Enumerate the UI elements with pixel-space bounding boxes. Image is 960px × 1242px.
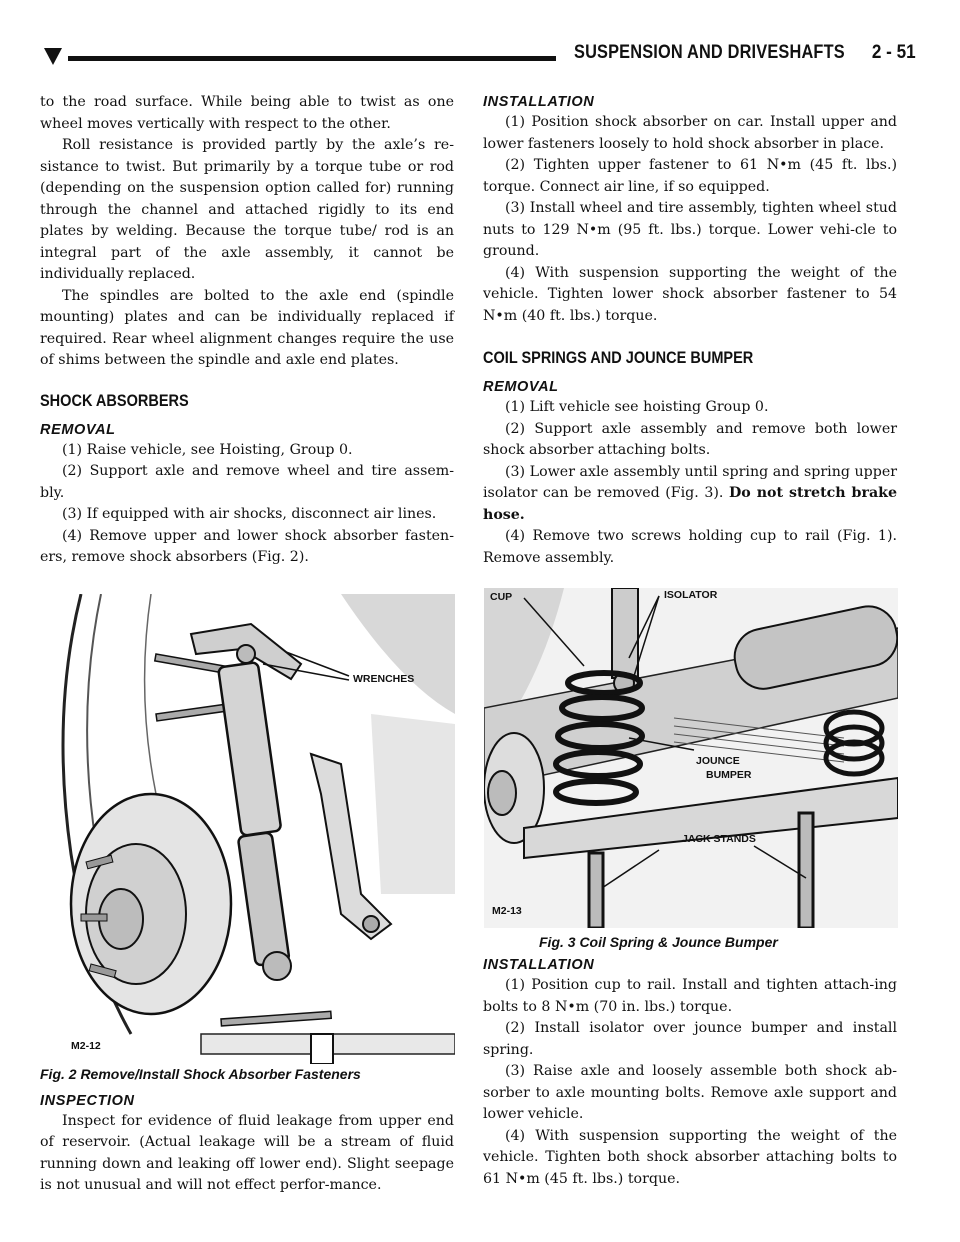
step: (1) Position cup to rail. Install and tighten attach-ing bolts to 8 N•m (70 in. lbs.) torque. [483, 977, 897, 1015]
step: (2) Install isolator over jounce bumper and install spring. [483, 1020, 897, 1058]
shock-absorber-illustration [41, 594, 455, 1064]
step-text: (3) Lower axle assembly until spring and spring upper isolator can be removed (Fig. 3). [483, 463, 897, 501]
step [483, 462, 897, 527]
figure-3 [483, 587, 899, 929]
label-bumper: BUMPER [706, 769, 752, 781]
label-isolator: ISOLATOR [664, 589, 718, 601]
label-wrenches: WRENCHES [353, 672, 415, 685]
right-column [483, 92, 897, 1190]
step: (1) Position shock absorber on car. Install upper and lower fasteners loosely to hold shock absorber in place. [483, 114, 897, 152]
step: (3) If equipped with air shocks, disconnect air lines. [62, 506, 437, 522]
step: (4) With suspension supporting the weight of the vehicle. Tighten both shock absorber attaching bolts to 61 N•m (45 ft. lbs.) torque. [483, 1127, 897, 1187]
label-cup: CUP [490, 591, 513, 603]
figure-code: M2-12 [71, 1039, 101, 1052]
subheading: REMOVAL [40, 421, 116, 438]
figure-caption: Fig. 2 Remove/Install Shock Absorber Fasteners [40, 1065, 361, 1082]
subheading: INSPECTION [40, 1092, 135, 1109]
paragraph: The spindles are bolted to the axle end (spindle mounting) plates and can be individually replaced if required. Rear wheel alignment changes require the use of shims between the spindle and axle end plates. [40, 287, 454, 368]
page-header [40, 40, 922, 70]
figure-2 [40, 593, 456, 1065]
step: (3) Install wheel and tire assembly, tighten wheel stud nuts to 129 N•m (95 ft. lbs.) torque. Lower vehi-cle to ground. [483, 200, 897, 259]
header-rule [68, 56, 556, 61]
section-title: SUSPENSION AND DRIVESHAFTS [574, 42, 845, 63]
paragraph: to the road surface. While being able to twist as one wheel moves vertically with respect to the other. [40, 94, 454, 132]
page-number: 2 - 51 [872, 42, 916, 63]
step: (2) Tighten upper fastener to 61 N•m (45 ft. lbs.) torque. Connect air line, if so equipped. [483, 157, 897, 195]
subheading: INSTALLATION [483, 94, 595, 110]
step: (4) Remove two screws holding cup to rail (Fig. 1). Remove assembly. [483, 528, 897, 566]
step: (4) Remove upper and lower shock absorber fasten-ers, remove shock absorbers (Fig. 2). [40, 527, 454, 565]
paragraph: Inspect for evidence of fluid leakage from upper end of reservoir. (Actual leakage will be a stream of fluid running down and leaking off lower end). Slight seepage is not unusual and will not effect perfor-mance. [40, 1112, 454, 1193]
step: (2) Support axle and remove wheel and tire assem-bly. [40, 463, 454, 501]
step: (4) With suspension supporting the weight of the vehicle. Tighten lower shock absorber fastener to 54 N•m (40 ft. lbs.) torque. [483, 264, 897, 324]
coil-spring-illustration [484, 588, 898, 928]
step: (1) Raise vehicle, see Hoisting, Group 0. [62, 441, 353, 458]
section-heading: SHOCK ABSORBERS [40, 391, 189, 410]
step: (1) Lift vehicle see hoisting Group 0. [505, 399, 769, 415]
figure-caption: Fig. 3 Coil Spring & Jounce Bumper [539, 934, 778, 950]
triangle-icon [44, 48, 62, 65]
paragraph: Roll resistance is provided partly by the axle’s re-sistance to twist. But primarily by a torque tube or rod (depending on the suspension option called for) running through the channel and attached rigidly to its end plates by welding. Because the torque tube/ rod is an integral part of the axle assembly, it cannot be individually replaced. [40, 137, 454, 282]
subheading: REMOVAL [483, 379, 559, 395]
left-column [40, 92, 454, 1197]
figure-code: M2-13 [492, 905, 522, 917]
step: (3) Raise axle and loosely assemble both shock ab-sorber to axle mounting bolts. Remove axle support and lower vehicle. [483, 1063, 897, 1122]
step: (2) Support axle assembly and remove both lower shock absorber attaching bolts. [483, 420, 897, 458]
subheading: INSTALLATION [483, 957, 595, 973]
section-heading: COIL SPRINGS AND JOUNCE BUMPER [483, 349, 754, 367]
label-jounce: JOUNCE [696, 755, 740, 767]
warning-text: Do not stretch brake hose. [483, 485, 897, 523]
label-jack-stands: JACK STANDS [682, 833, 756, 845]
